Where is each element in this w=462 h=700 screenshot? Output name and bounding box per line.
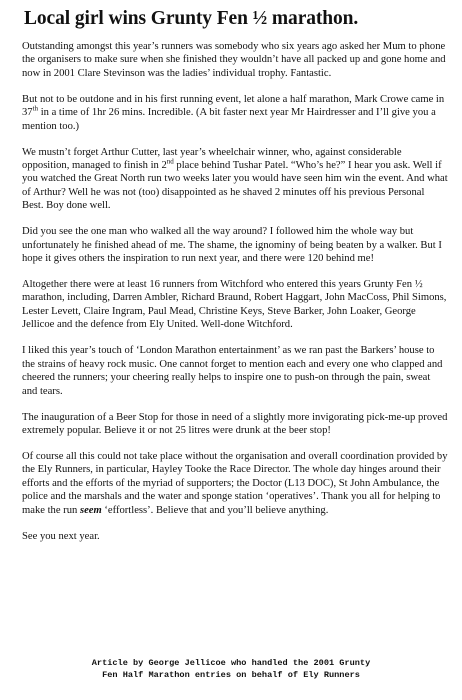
paragraph-arthur-cutter (22, 146, 448, 213)
paragraph-thanks (22, 450, 448, 517)
paragraph-clare-stevinson: Outstanding amongst this year’s runners was somebody who six years ago asked her Mum to phone the organisers to make sure when she finished they wouldn’t have all packed up and gone home and now in 2001 Clare Stevinson was the ladies’ individual trophy. Fantastic. (22, 41, 446, 79)
paragraph-sign-off: See you next year. (22, 530, 100, 542)
emphasis-word: seem (79, 504, 102, 516)
paragraph-text: But not to be outdone and in his first running event, let alone a half marathon, Mark Crowe came in 37 (22, 93, 445, 119)
credit-line: Article by George Jellicoe who handled the 2001 Grunty (91, 658, 371, 668)
paragraph-entertainment: I liked this year’s touch of ‘London Marathon entertainment’ as we ran past the Barkers’ house to the strains of heavy rock music. One cannot forget to mention each and every one who clapped and cheered the runners; your cheering really helps to inspire one to push-on through the pain, sweat and tears. (22, 345, 443, 397)
paragraph-text: We mustn’t forget Arthur Cutter, last year’s wheelchair winner, who, against considerable opposition, managed to finish in 2 (22, 146, 402, 172)
paragraph-text: in a time of 1hr 26 mins. Incredible. (A bit faster next year Mr Hairdresser and I’ll give you a mention too.) (22, 107, 436, 132)
ordinal-suffix: th (32, 104, 39, 113)
paragraph-mark-crowe (22, 93, 448, 133)
article-credit (0, 658, 462, 681)
ordinal-suffix: nd (166, 157, 174, 166)
paragraph-text: Of course all this could not take place without the organisation and overall coordination provided by the Ely Runners, in particular, Hayley Tooke the Race Director. The whole day hinges around their efforts and the efforts of the myriad of supporters; the Doctor (L13 DOC), St John Ambulance, the police and the marshals and the water and sponge station ‘operatives’. Thank you all for helping to make the run (22, 450, 448, 516)
article-headline: Local girl wins Grunty Fen ½ marathon. (24, 8, 359, 29)
paragraph-text: place behind Tushar Patel. “Who’s he?” I hear you ask. Well if you watched the Great North run two weeks later you would have seen him win the event. And what of Arthur? Well he was not (too) disappointed as he shaved 2 minutes off his previous Personal Best. Boy done well. (22, 160, 448, 212)
paragraph-witchford-runners: Altogether there were at least 16 runners from Witchford who entered this years Grunty Fen ½ marathon, including, Darren Ambler, Richard Braund, Robert Haggart, John MacCoss, Phil Simons, Lester Levett, Claire Ingram, Paul Mead, Christine Keys, Steve Barker, John Loaker, George Jellicoe and the defence from Ely United. Well-done Witchford. (22, 279, 447, 331)
paragraph-text: ‘effortless’. Believe that and you’ll believe anything. (101, 504, 329, 516)
paragraph-walker: Did you see the one man who walked all the way around? I followed him the whole way but unfortunately he finished ahead of me. The shame, the ignominy of being beaten by a walker. But I hope it gives others the inspiration to run next year, and there were 120 behind me! (22, 226, 442, 265)
paragraph-beer-stop: The inauguration of a Beer Stop for those in need of a slightly more invigorating pick-me-up proved extremely popular. Believe it or not 25 litres were drunk at the beer stop! (22, 411, 448, 436)
credit-line: Fen Half Marathon entries on behalf of Ely Runners (102, 669, 360, 680)
